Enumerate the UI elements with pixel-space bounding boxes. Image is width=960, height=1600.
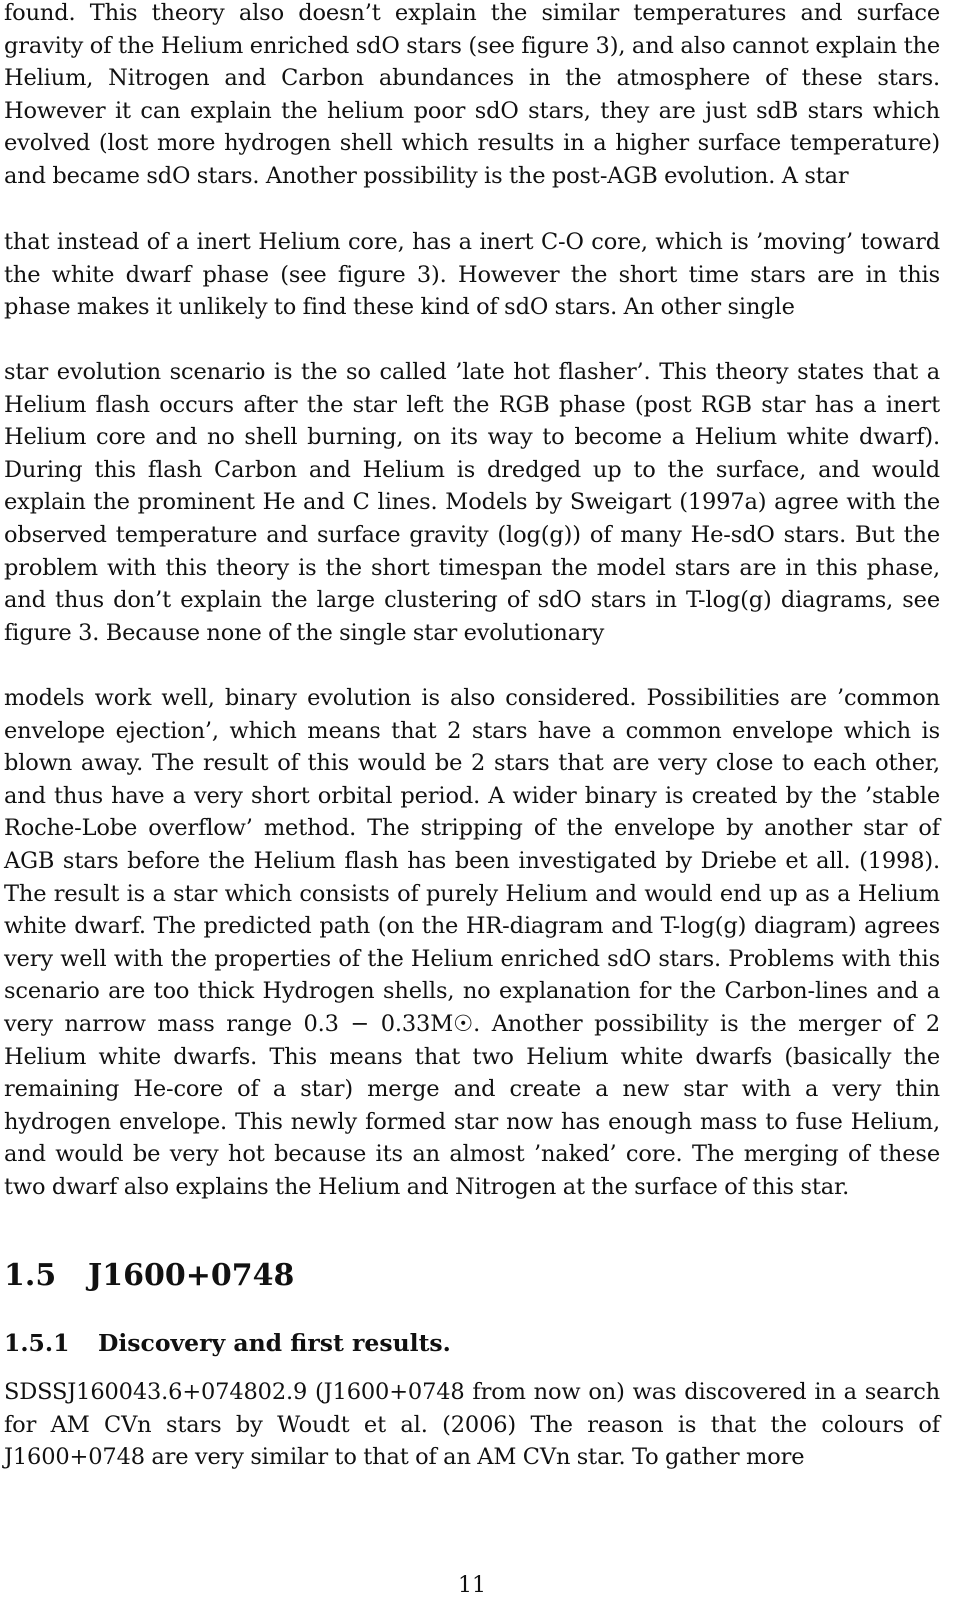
paragraph-discovery: SDSSJ160043.6+074802.9 (J1600+0748 from now on) was discovered in a search for AM CVn stars by Woudt et al. (2006) The reason is that the colours of J1600+0748 are very similar to that of an AM CVn star. To gather more	[4, 1379, 940, 1471]
subsection-heading	[4, 1328, 451, 1358]
paragraph-binary-evolution: models work well, binary evolution is also considered. Possibilities are ’common envelope ejection’, which means that 2 stars have a common envelope which is blown away. The result of this would be 2 stars that are very close to each other, and thus have a very short orbital period. A wider binary is created by the ’stable Roche-Lobe overflow’ method. The stripping of the envelope by another star of AGB stars before the Helium flash has been investigated by Driebe et all. (1998). The result is a star which consists of purely Helium and would end up as a Helium white dwarf. The predicted path (on the HR-diagram and T-log(g) diagram) agrees very well with the properties of the Helium enriched sdO stars. Problems with this scenario are too thick Hydrogen shells, no explanation for the Carbon-lines and a very narrow mass range 0.3 − 0.33M☉. Another possibility is the merger of 2 Helium white dwarfs. This means that two Helium white dwarfs (basically the remaining He-core of a star) merge and create a new star with a very thin hydrogen envelope. This newly formed star now has enough mass to fuse Helium, and would be very hot because its an almost ’naked’ core. The merging of these two dwarf also explains the Helium and Nitrogen at the surface of this star.	[4, 685, 940, 1200]
paragraph-late-hot-flasher: star evolution scenario is the so called ’late hot flasher’. This theory states that a Helium flash occurs after the star left the RGB phase (post RGB star has a inert Helium core and no shell burning, on its way to become a Helium white dwarf). During this flash Carbon and Helium is dredged up to the surface, and would explain the prominent He and C lines. Models by Sweigart (1997a) agree with the observed temperature and surface gravity (log(g)) of many He-sdO stars. But the problem with this theory is the short timespan the model stars are in this phase, and thus don’t explain the large clustering of sdO stars in T-log(g) diagrams, see figure 3. Because none of the single star evolutionary	[4, 359, 940, 646]
section-title: J1600+0748	[88, 1258, 295, 1293]
subsection-title: Discovery and first results.	[98, 1329, 451, 1357]
paragraph-inert-core: that instead of a inert Helium core, has a inert C-O core, which is ’moving’ toward the white dwarf phase (see figure 3). However the short time stars are in this phase makes it unlikely to find these kind of sdO stars. An other single	[4, 229, 940, 321]
section-number: 1.5	[4, 1258, 57, 1293]
subsection-number: 1.5.1	[4, 1329, 70, 1357]
section-heading	[4, 1258, 294, 1294]
paragraph-post-agb: found. This theory also doesn’t explain the similar temperatures and surface gravity of the Helium enriched sdO stars (see figure 3), and also cannot explain the Helium, Nitrogen and Carbon abundances in the atmosphere of these stars. However it can explain the helium poor sdO stars, they are just sdB stars which evolved (lost more hydrogen shell which results in a higher surface temperature) and became sdO stars. Another possibility is the post-AGB evolution. A star	[4, 0, 940, 189]
page-number: 11	[458, 1573, 486, 1598]
